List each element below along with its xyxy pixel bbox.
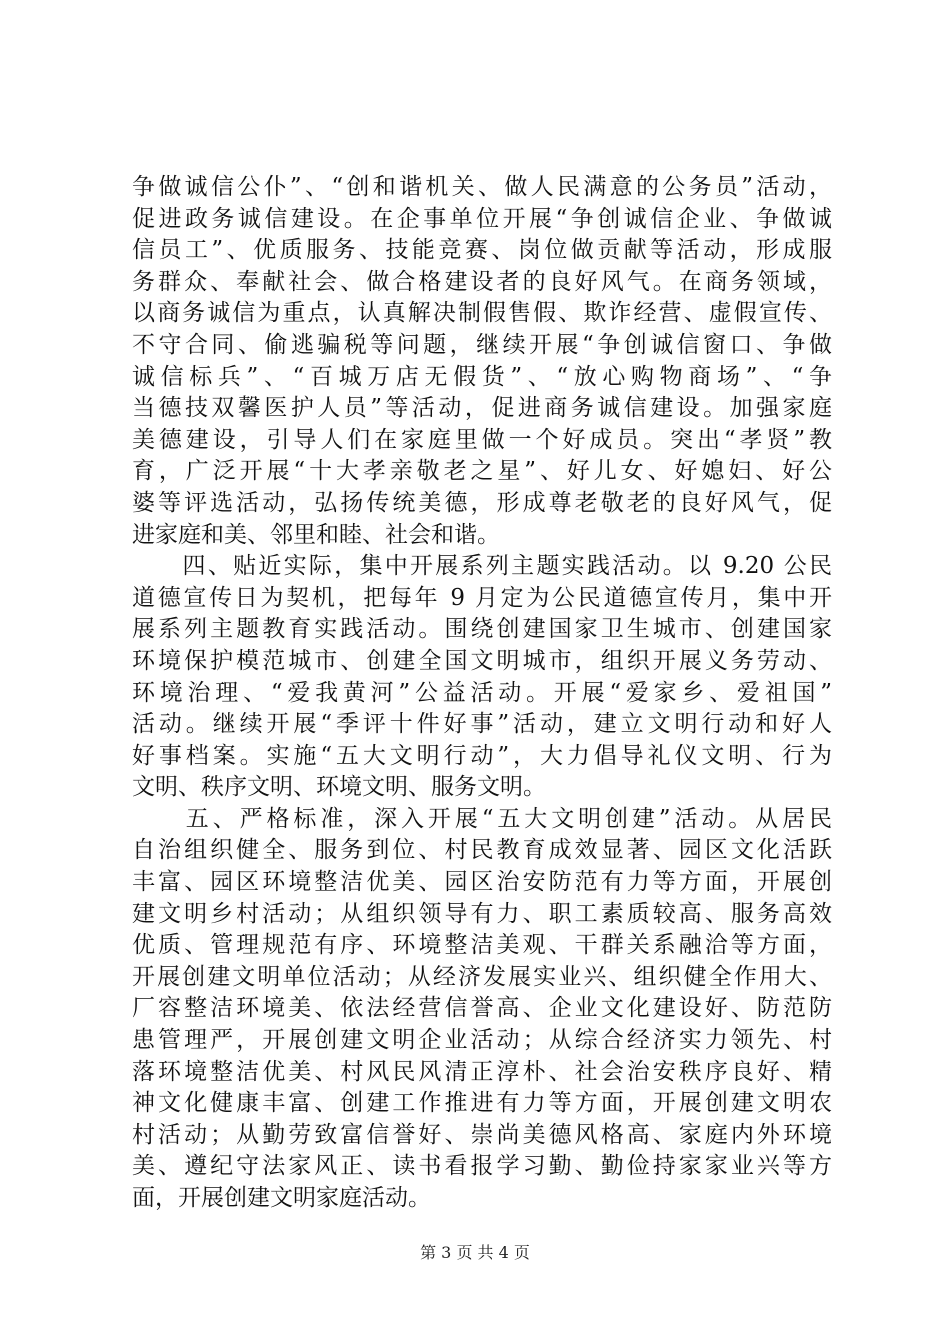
body-text: [132, 172, 832, 1215]
paragraph-end-line: 进家庭和美、邻里和睦、社会和谐。: [132, 521, 500, 548]
text-line: 村活动；从勤劳致富信誉好、崇尚美德风格高、家庭内外环境: [132, 1121, 832, 1148]
text-line: 诚信标兵”、“百城万店无假货”、“放心购物商场”、“争: [132, 363, 832, 390]
text-line: 育，广泛开展“十大孝亲敬老之星”、好儿女、好媳妇、好公: [132, 458, 832, 485]
text-line: 好事档案。实施“五大文明行动”，大力倡导礼仪文明、行为: [132, 742, 832, 769]
text-line: 当德技双馨医护人员”等活动，促进商务诚信建设。加强家庭: [132, 395, 832, 422]
text-line: 婆等评选活动，弘扬传统美德，形成尊老敬老的良好风气，促: [132, 489, 832, 516]
text-line: 优质、管理规范有序、环境整洁美观、干群关系融洽等方面，: [132, 932, 832, 959]
text-line: 展系列主题教育实践活动。围绕创建国家卫生城市、创建国家: [132, 616, 832, 643]
paragraph-end-line: 文明、秩序文明、环境文明、服务文明。: [132, 774, 546, 801]
text-line: 以商务诚信为重点，认真解决制假售假、欺诈经营、虚假宣传、: [132, 300, 832, 327]
page-number-footer: 第 3 页 共 4 页: [420, 1243, 530, 1262]
text-line: 不守合同、偷逃骗税等问题，继续开展“争创诚信窗口、争做: [132, 331, 832, 358]
text-line: 促进政务诚信建设。在企事单位开展“争创诚信企业、争做诚: [132, 205, 832, 232]
text-line: 争做诚信公仆”、“创和谐机关、做人民满意的公务员”活动，: [132, 174, 832, 200]
text-line: 美德建设，引导人们在家庭里做一个好成员。突出“孝贤”教: [132, 426, 832, 453]
text-line: 美、遵纪守法家风正、读书看报学习勤、勤俭持家家业兴等方: [132, 1153, 832, 1180]
text-line: 环境治理、“爱我黄河”公益活动。开展“爱家乡、爱祖国”: [132, 679, 832, 706]
text-line: 落环境整洁优美、村风民风清正淳朴、社会治安秩序良好、精: [132, 1058, 832, 1085]
text-line: 患管理严，开展创建文明企业活动；从综合经济实力领先、村: [132, 1027, 832, 1054]
paragraph-end-line: 面，开展创建文明家庭活动。: [132, 1185, 431, 1211]
text-line: 活动。继续开展“季评十件好事”活动，建立文明行动和好人: [132, 711, 832, 738]
text-line: 环境保护模范城市、创建全国文明城市，组织开展义务劳动、: [132, 647, 832, 674]
section-heading-line: 五、严格标准，深入开展“五大文明创建”活动。从居民: [132, 805, 832, 832]
text-line: 信员工”、优质服务、技能竞赛、岗位做贡献等活动，形成服: [132, 237, 832, 264]
text-line: 厂容整洁环境美、依法经营信誉高、企业文化建设好、防范防: [132, 995, 832, 1022]
text-line: 道德宣传日为契机，把每年 9 月定为公民道德宣传月，集中开: [132, 584, 832, 611]
text-line: 开展创建文明单位活动；从经济发展实业兴、组织健全作用大、: [132, 963, 832, 990]
text-line: 神文化健康丰富、创建工作推进有力等方面，开展创建文明农: [132, 1090, 832, 1117]
text-line: 丰富、园区环境整洁优美、园区治安防范有力等方面，开展创: [132, 869, 832, 896]
text-line: 建文明乡村活动；从组织领导有力、职工素质较高、服务高效: [132, 900, 832, 927]
text-line: 务群众、奉献社会、做合格建设者的良好风气。在商务领域，: [132, 268, 832, 295]
text-line: 自治组织健全、服务到位、村民教育成效显著、园区文化活跃: [132, 837, 832, 864]
section-heading-line: 四、贴近实际，集中开展系列主题实践活动。以 9.20 公民: [132, 553, 832, 580]
